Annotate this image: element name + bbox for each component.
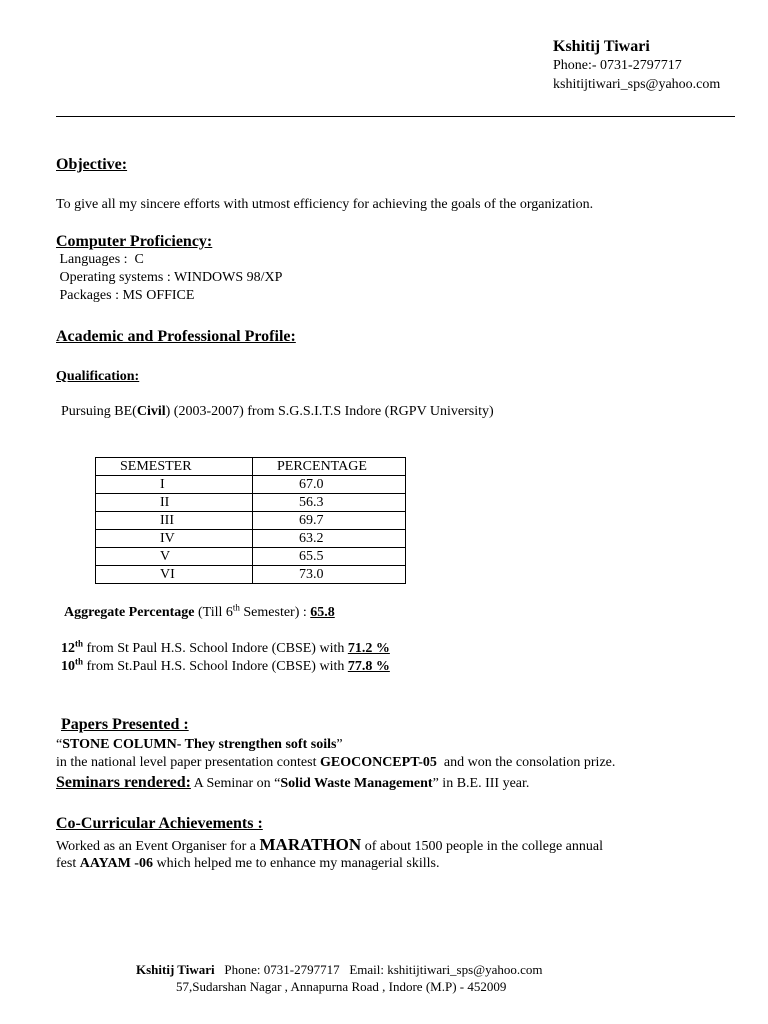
cocurricular-line1-pre: Worked as an Event Organiser for a (56, 839, 260, 854)
objective-text: To give all my sincere efforts with utmost efficiency for achieving the goals of the organization. (56, 197, 594, 212)
footer-address: 57,Sudarshan Nagar , Annapurna Road , Indore (M.P) - 452009 (176, 979, 507, 994)
objective-heading: Objective: (56, 156, 128, 173)
table-cell-semester: VI (96, 566, 253, 584)
table-cell-semester: IV (96, 530, 253, 548)
paper-title-close-quote: ” (336, 737, 343, 752)
paper-title-open-quote: “ (56, 737, 63, 752)
cocurricular-line2-pre: fest (56, 856, 80, 871)
computer-languages: Languages : C (56, 252, 144, 267)
pursuing-post: ) (2003-2007) from S.G.S.I.T.S Indore (RGPV University) (165, 404, 494, 419)
cocurricular-line-1 (56, 835, 603, 855)
table-cell-semester: III (96, 512, 253, 530)
twelfth-sup: th (75, 638, 84, 649)
tenth-value: 77.8 % (347, 659, 390, 674)
cocurricular-line2-post: which helped me to enhance my managerial skills. (152, 856, 440, 871)
pursuing-text (61, 404, 494, 420)
aggregate-label: Aggregate Percentage (64, 605, 195, 620)
computer-packages: Packages : MS OFFICE (56, 288, 195, 303)
computer-os: Operating systems : WINDOWS 98/XP (56, 270, 283, 285)
paper-title-text: STONE COLUMN- They strengthen soft soils (62, 737, 337, 752)
header-name: Kshitij Tiwari (553, 38, 650, 55)
paper-title (56, 737, 343, 753)
pursuing-pre: Pursuing BE( (61, 404, 137, 419)
table-row (96, 494, 406, 512)
aggregate-value: 65.8 (310, 605, 335, 620)
header-email: kshitijtiwari_sps@yahoo.com (553, 77, 721, 92)
twelfth-line (61, 638, 390, 657)
table-row (96, 530, 406, 548)
table-header-semester: SEMESTER (96, 458, 253, 476)
seminars-heading: Seminars rendered: (56, 774, 191, 791)
table-row (96, 548, 406, 566)
table-cell-percentage: 69.7 (253, 512, 406, 530)
aggregate-mid-pre: (Till 6 (194, 605, 233, 620)
seminars-post: ” in B.E. III year. (432, 776, 530, 791)
computer-heading: Computer Proficiency: (56, 233, 213, 250)
footer-name: Kshitij Tiwari (136, 962, 215, 977)
footer-contact: Phone: 0731-2797717 Email: kshitijtiwari_sps@yahoo.com (214, 962, 543, 977)
table-cell-semester: V (96, 548, 253, 566)
paper-desc-post: and won the consolation prize. (436, 755, 616, 770)
table-cell-percentage: 56.3 (253, 494, 406, 512)
resume-header (553, 37, 720, 94)
pursuing-branch: Civil (136, 404, 166, 419)
table-row (96, 512, 406, 530)
aggregate-mid-post: Semester) : (239, 605, 311, 620)
fest-name: AAYAM -06 (79, 856, 153, 871)
paper-contest: GEOCONCEPT-05 (319, 755, 437, 770)
table-row (96, 476, 406, 494)
twelfth-value: 71.2 % (347, 641, 390, 656)
resume-footer (136, 961, 543, 995)
tenth-text: from St.Paul H.S. School Indore (CBSE) with (83, 659, 348, 674)
academic-heading: Academic and Professional Profile: (56, 328, 296, 345)
cocurricular-line1-post: of about 1500 people in the college annual (361, 839, 604, 854)
table-cell-percentage: 63.2 (253, 530, 406, 548)
twelfth-text: from St Paul H.S. School Indore (CBSE) with (83, 641, 348, 656)
aggregate-line (64, 602, 335, 621)
table-header-percentage: PERCENTAGE (253, 458, 406, 476)
seminar-topic: Solid Waste Management (280, 776, 433, 791)
footer-contact-line (136, 961, 543, 978)
table-cell-percentage: 73.0 (253, 566, 406, 584)
tenth-num: 10 (61, 659, 75, 674)
tenth-line (61, 656, 390, 675)
table-row (96, 566, 406, 584)
seminars-pre: A Seminar on “ (190, 776, 281, 791)
table-cell-semester: I (96, 476, 253, 494)
table-cell-percentage: 67.0 (253, 476, 406, 494)
tenth-sup: th (75, 656, 84, 667)
table-header-row (96, 458, 406, 476)
table-cell-percentage: 65.5 (253, 548, 406, 566)
marathon-text: MARATHON (259, 835, 362, 854)
cocurricular-heading: Co-Curricular Achievements : (56, 815, 263, 832)
qualification-heading: Qualification: (56, 369, 140, 384)
header-phone: Phone:- 0731-2797717 (553, 58, 682, 73)
aggregate-sup: th (232, 602, 240, 613)
semester-table (95, 457, 406, 584)
paper-description (56, 755, 615, 771)
header-divider (56, 116, 735, 117)
paper-desc-pre: in the national level paper presentation contest (56, 755, 320, 770)
seminars-line (56, 774, 529, 792)
papers-heading: Papers Presented : (61, 716, 189, 733)
twelfth-num: 12 (61, 641, 75, 656)
cocurricular-line-2 (56, 856, 440, 872)
table-cell-semester: II (96, 494, 253, 512)
